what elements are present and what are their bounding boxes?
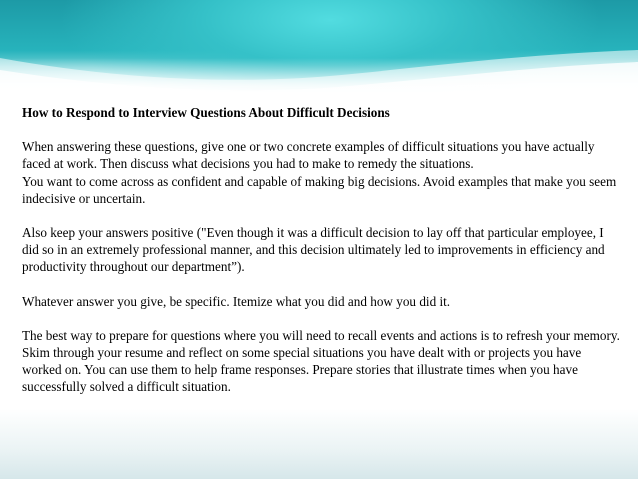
document-body <box>22 104 622 413</box>
paragraph-5: The best way to prepare for questions where you will need to recall events and actions is to refresh your memory. Skim through your resume and reflect on some special situations you have dealt with or projects you have worked on. You can use them to help frame responses. Prepare stories that illustrate times when you have successfully solved a difficult situation. <box>22 327 620 395</box>
document-title: How to Respond to Interview Questions About Difficult Decisions <box>22 105 390 120</box>
paragraph-1: When answering these questions, give one or two concrete examples of difficult situations you have actually faced at work. Then discuss what decisions you had to make to remedy the situations. <box>22 139 595 172</box>
banner-fade <box>0 58 638 98</box>
paragraph-4: Whatever answer you give, be specific. Itemize what you did and how you did it. <box>22 293 451 309</box>
paragraph-3: Also keep your answers positive ("Even though it was a difficult decision to lay off that particular employee, I did so in an extremely professional manner, and this decision ultimately led to improvements in efficiency and productivity throughout our department”). <box>22 225 605 275</box>
bottom-shade <box>0 409 638 479</box>
paragraph-2: You want to come across as confident and capable of making big decisions. Avoid examples that make you seem indecisive or uncertain. <box>22 173 617 206</box>
